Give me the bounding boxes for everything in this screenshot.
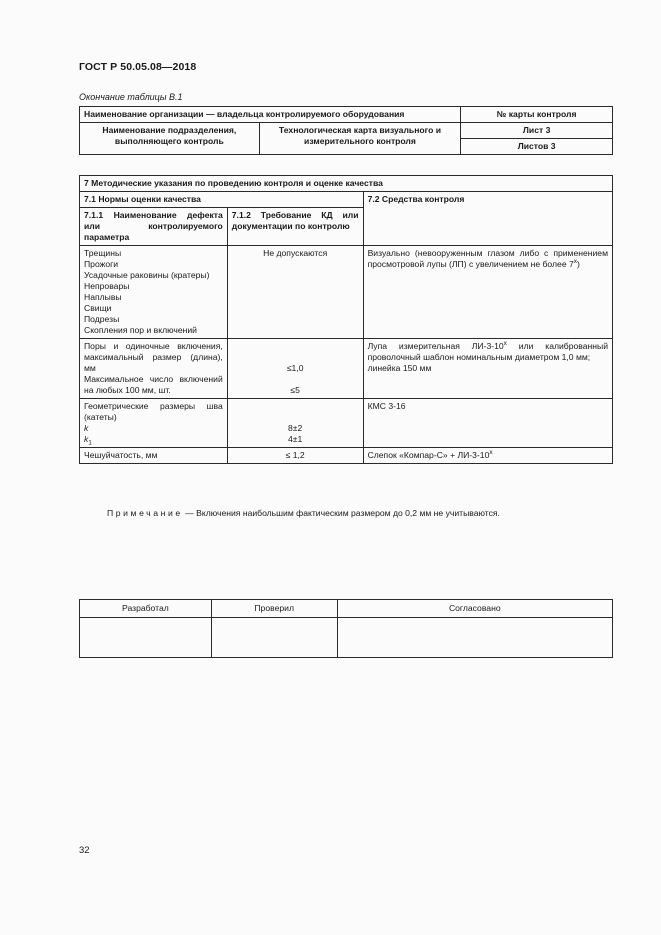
note-label: Примечание xyxy=(107,508,183,518)
checked-label: Проверил xyxy=(211,600,337,618)
tool-cell: КМС 3-16 xyxy=(363,399,612,448)
developed-signature xyxy=(80,618,212,658)
defect-item: Свищи xyxy=(84,303,112,313)
defect-list xyxy=(80,246,228,339)
org-label: Наименование организации — владельца контролируемого оборудования xyxy=(80,107,461,123)
card-number-label: № карты контроля xyxy=(461,107,613,123)
col-defect-header: 7.1.1 Наименование дефекта или контролируемого параметра xyxy=(80,208,228,246)
signature-table xyxy=(79,599,613,658)
defect-item: Непровары xyxy=(84,281,130,291)
defect-cell: Чешуйчатость, мм xyxy=(80,448,228,464)
defect-cell: Поры и одиночные включения, максимальный размер (длина), мм Максимальное число включений на любых 100 мм, шт. xyxy=(80,339,228,399)
table-row xyxy=(80,448,613,464)
sheet-label: Лист 3 xyxy=(461,123,613,139)
table-caption: Окончание таблицы В.1 xyxy=(79,92,183,102)
document-header: ГОСТ Р 50.05.08—2018 xyxy=(79,61,197,73)
defect-item: Прожоги xyxy=(84,259,119,269)
tool-cell: Лупа измерительная $ЛИ-3-10^х$ или калиброванный проволочный шаблон номинальным диаметром 1,0 мм; линейка 150 мм xyxy=(363,339,612,399)
requirement-cell: Не допускаются xyxy=(227,246,363,339)
table-note xyxy=(107,508,500,518)
developed-label: Разработал xyxy=(80,600,212,618)
tool-cell: Визуально (невооруженным глазом либо с применением просмотровой лупы (ЛП) с увеличением не более $7^х$) xyxy=(363,246,612,339)
defect-item: Подрезы xyxy=(84,314,120,324)
defect-item: Усадочные раковины (кратеры) xyxy=(84,270,210,280)
techcard-label: Технологическая карта визуального и измерительного контроля xyxy=(259,123,461,155)
page-number: 32 xyxy=(79,845,90,856)
table-row xyxy=(80,246,613,339)
table-row xyxy=(80,339,613,399)
agreed-signature xyxy=(337,618,612,658)
defect-item: Трещины xyxy=(84,248,122,258)
note-text: — Включения наибольшим фактическим размером до 0,2 мм не учитываются. xyxy=(182,508,500,518)
col-requirement-header: 7.1.2 Требование КД или документации по контролю xyxy=(227,208,363,246)
sheets-total-label: Листов 3 xyxy=(461,139,613,155)
methodology-table xyxy=(79,175,613,464)
requirement-cell: ≤1,0 ≤5 xyxy=(227,339,363,399)
tool-cell: Слепок «Компар-С» + $ЛИ-3-10^х$ xyxy=(363,448,612,464)
defect-item: Наплывы xyxy=(84,292,122,302)
requirement-cell: ≤ 1,2 xyxy=(227,448,363,464)
agreed-label: Согласовано xyxy=(337,600,612,618)
requirement-cell: 8±2 4±1 xyxy=(227,399,363,448)
subdivision-label: Наименование подразделения, выполняющего контроль xyxy=(80,123,260,155)
norms-title: 7.1 Нормы оценки качества xyxy=(80,192,364,208)
card-header-table xyxy=(79,106,613,155)
table-row xyxy=(80,399,613,448)
tools-title: 7.2 Средства контроля xyxy=(363,192,612,246)
defect-cell: Геометрические размеры шва (катеты) k $k_1$ xyxy=(80,399,228,448)
checked-signature xyxy=(211,618,337,658)
defect-item: Скопления пор и включений xyxy=(84,325,197,335)
section-title: 7 Методические указания по проведению контроля и оценке качества xyxy=(80,176,613,192)
